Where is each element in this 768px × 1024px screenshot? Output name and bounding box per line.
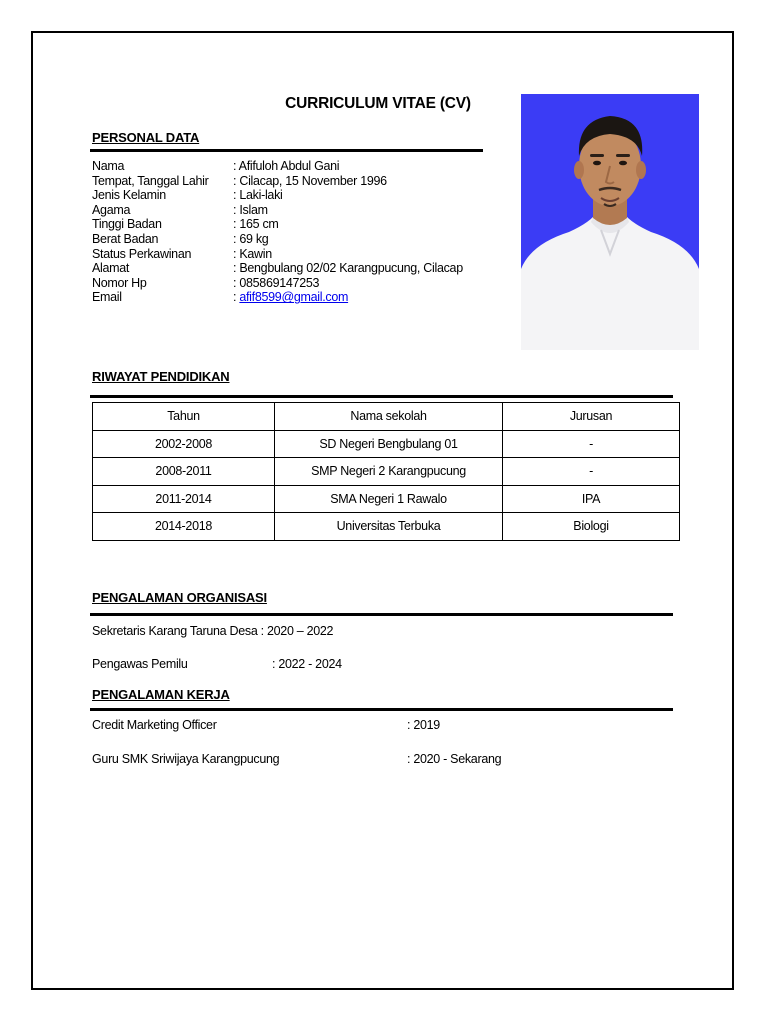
personal-data-rule (90, 149, 483, 152)
cv-title: CURRICULUM VITAE (CV) (285, 95, 471, 112)
work-item-guru-smk: Guru SMK Sriwijaya Karangpucung (92, 752, 280, 766)
table-header-row (93, 403, 680, 431)
personal-row-email: Email : afif8599@gmail.com (92, 290, 349, 305)
personal-data-heading: PERSONAL DATA (92, 130, 200, 145)
education-table (92, 402, 680, 541)
column-header-jurusan: Jurusan (503, 403, 680, 431)
email-link[interactable]: afif8599@gmail.com (239, 290, 349, 305)
personal-row-religion: Agama : Islam (92, 202, 268, 217)
personal-data-list (92, 159, 492, 305)
personal-row-nama: Nama : Afifuloh Abdul Gani (92, 159, 340, 173)
organization-item-karang-taruna: Sekretaris Karang Taruna Desa : 2020 – 2022 (92, 624, 334, 638)
personal-row-phone: Nomor Hp : 085869147253 (92, 275, 320, 290)
personal-row-address: Alamat : Bengbulang 02/02 Karangpucung, Cilacap (92, 261, 463, 276)
personal-row-weight: Berat Badan : 69 kg (92, 231, 269, 246)
organization-item-pengawas-period: : 2022 - 2024 (272, 657, 342, 671)
work-item-credit-marketing: Credit Marketing Officer (92, 718, 217, 732)
profile-photo (521, 94, 699, 350)
personal-row-marital: Status Perkawinan : Kawin (92, 246, 272, 261)
table-row: 2011-2014 SMA Negeri 1 Rawalo IPA (93, 485, 680, 513)
organization-item-pengawas: Pengawas Pemilu (92, 657, 188, 671)
organization-heading: PENGALAMAN ORGANISASI (92, 590, 267, 605)
personal-row-gender: Jenis Kelamin : Laki-laki (92, 188, 283, 203)
work-heading: PENGALAMAN KERJA (92, 687, 230, 702)
table-row: 2002-2008 SD Negeri Bengbulang 01 - (93, 430, 680, 458)
column-header-nama-sekolah: Nama sekolah (275, 403, 503, 431)
work-item-credit-marketing-period: : 2019 (407, 718, 440, 732)
column-header-tahun: Tahun (93, 403, 275, 431)
table-row: 2008-2011 SMP Negeri 2 Karangpucung - (93, 458, 680, 486)
portrait-illustration (521, 94, 699, 350)
organization-rule (90, 613, 673, 616)
education-rule (90, 395, 673, 398)
table-row: 2014-2018 Universitas Terbuka Biologi (93, 513, 680, 541)
work-rule (90, 708, 673, 711)
cv-page (31, 31, 734, 990)
education-heading: RIWAYAT PENDIDIKAN (92, 369, 230, 384)
personal-row-ttl: Tempat, Tanggal Lahir : Cilacap, 15 November 1996 (92, 173, 387, 188)
personal-row-height: Tinggi Badan : 165 cm (92, 217, 279, 232)
work-item-guru-smk-period: : 2020 - Sekarang (407, 752, 502, 766)
